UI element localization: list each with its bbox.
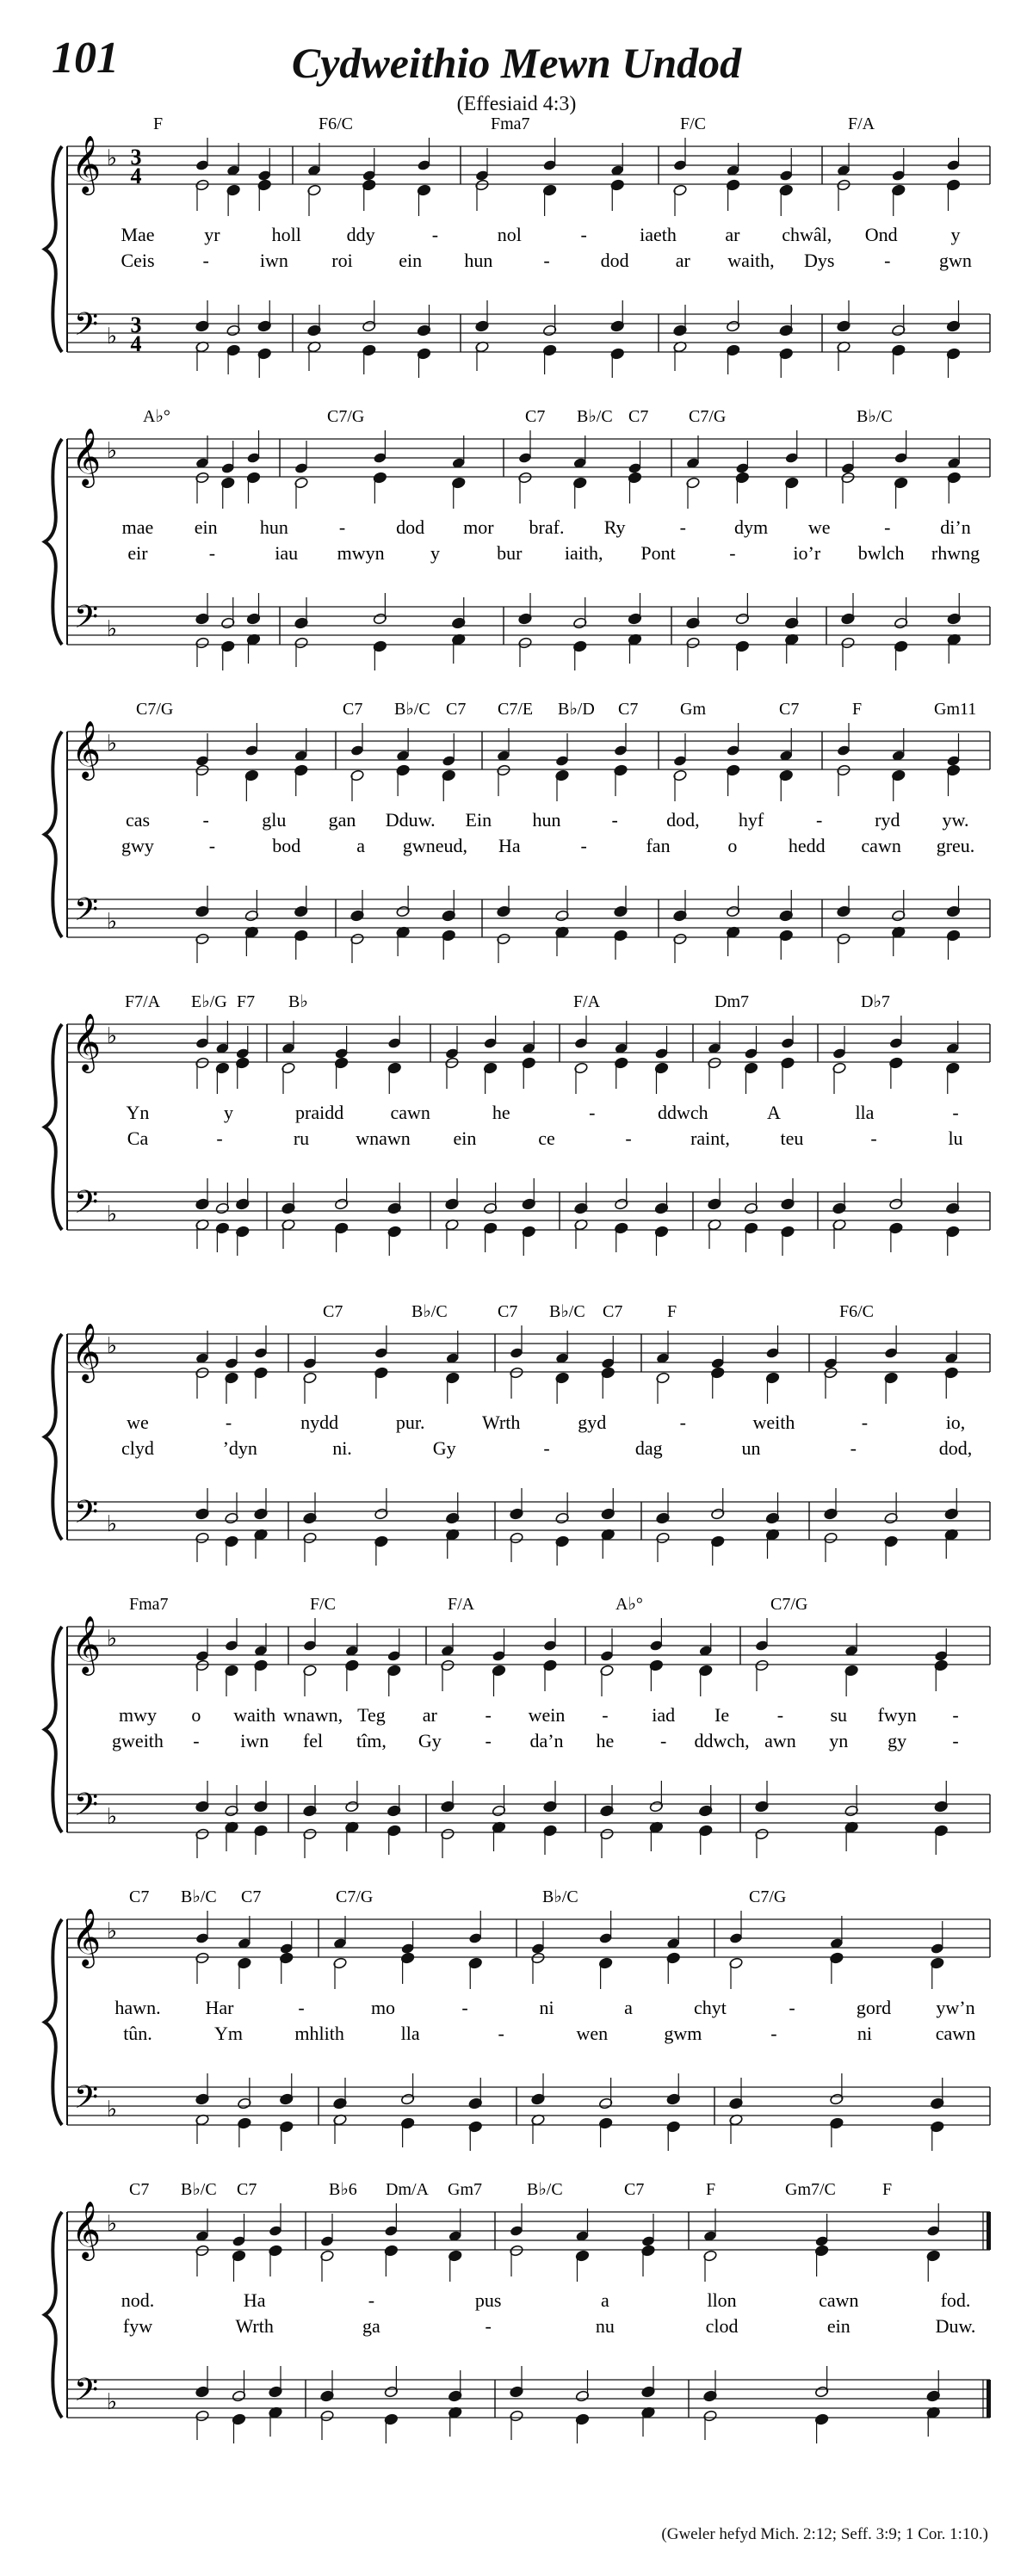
system-1 <box>45 114 990 378</box>
lyric-syllable: o <box>191 1704 201 1726</box>
lyric-syllable: - <box>884 516 891 538</box>
lyric-syllable: cawn <box>935 2023 976 2044</box>
lyric-syllable: wen <box>576 2023 609 2044</box>
lyric-syllable: we <box>807 516 831 538</box>
lyric-syllable: hun <box>464 250 493 271</box>
chord-symbol: Gm11 <box>934 700 977 719</box>
lyric-syllable: mwy <box>119 1704 157 1726</box>
hymn-title: Cydweithio Mewn Undod <box>291 39 742 87</box>
lyric-syllable: eir <box>127 542 148 564</box>
lyric-syllable: Gy <box>432 1437 456 1459</box>
lyric-syllable: iaeth <box>640 224 677 245</box>
treble-clef: 𝄞 <box>71 429 102 485</box>
lyric-syllable: dod <box>396 516 425 538</box>
lyric-syllable: Ie <box>714 1704 730 1726</box>
lyric-syllable: wnawn, <box>283 1704 343 1726</box>
lyric-syllable: dym <box>733 516 769 538</box>
key-signature-flat: ♭ <box>106 1918 118 1943</box>
lyric-syllable: Har <box>205 1997 234 2018</box>
lyric-syllable: weith <box>752 1412 795 1433</box>
final-bar-thick <box>987 2380 991 2418</box>
lyric-syllable: nol <box>497 224 522 245</box>
lyric-syllable: - <box>368 2289 375 2311</box>
system-brace <box>45 1334 62 1540</box>
lyric-syllable: yn <box>829 1730 849 1751</box>
lyric-syllable: - <box>625 1127 632 1149</box>
chord-symbol: F <box>852 700 863 719</box>
chord-symbol: C7/G <box>136 700 174 719</box>
lyric-syllable: fan <box>646 835 671 856</box>
system-brace <box>45 146 62 352</box>
lyric-syllable: lla <box>400 2023 420 2044</box>
lyric-syllable: y <box>224 1102 234 1123</box>
lyric-syllable: hun <box>259 516 288 538</box>
lyric-syllable: mor <box>463 516 494 538</box>
chord-symbol: C7/G <box>327 407 365 426</box>
lyric-syllable: dag <box>634 1437 663 1459</box>
bass-clef: 𝄢 <box>73 1495 99 1537</box>
key-signature-flat: ♭ <box>106 2097 118 2122</box>
lyric-syllable: - <box>776 1704 784 1726</box>
chord-symbol: C7 <box>525 407 546 426</box>
lyric-syllable: - <box>729 542 736 564</box>
lyric-syllable: - <box>485 2315 492 2337</box>
lyric-syllable: chyt <box>694 1997 727 2018</box>
lyric-syllable: ein <box>194 516 218 538</box>
lyric-syllable: waith, <box>727 250 775 271</box>
lyric-syllable: mhlith <box>294 2023 344 2044</box>
chord-symbol: F/A <box>573 992 601 1011</box>
lyric-syllable: mwyn <box>337 542 385 564</box>
lyric-syllable: Wrth <box>482 1412 521 1433</box>
lyric-syllable: fyw <box>122 2315 153 2337</box>
lyric-syllable: - <box>338 516 346 538</box>
lyric-syllable: hedd <box>788 835 826 856</box>
lyric-syllable: ar <box>675 250 690 271</box>
lyric-syllable: su <box>830 1704 848 1726</box>
lyric-syllable: - <box>679 1412 686 1433</box>
lyric-syllable: a <box>600 2289 609 2311</box>
chord-symbol: C7 <box>237 2180 257 2199</box>
lyric-syllable: tîm, <box>356 1730 387 1751</box>
lyric-syllable: - <box>850 1437 857 1459</box>
lyric-syllable: a <box>356 835 365 856</box>
lyric-syllable: nu <box>595 2315 615 2337</box>
lyric-syllable: Ca <box>127 1127 149 1149</box>
lyric-syllable: y <box>950 224 961 245</box>
lyric-syllable: fel <box>302 1730 324 1751</box>
lyric-syllable: - <box>870 1127 877 1149</box>
lyric-syllable: mae <box>121 516 154 538</box>
chord-symbol: B♭/C <box>857 407 893 426</box>
chord-symbol: F/A <box>848 114 875 133</box>
chord-symbol: B♭/C <box>549 1302 585 1321</box>
lyric-syllable: we <box>127 1412 149 1433</box>
chord-symbol: F/C <box>310 1595 337 1614</box>
key-signature-flat: ♭ <box>106 909 118 934</box>
key-signature-flat: ♭ <box>106 438 118 463</box>
chord-symbol: A♭° <box>143 407 170 426</box>
chord-symbol: C7 <box>628 407 649 426</box>
chord-symbol: C7 <box>343 700 363 719</box>
lyric-syllable: - <box>485 1704 492 1726</box>
chord-symbol: C7 <box>498 1302 518 1321</box>
lyric-syllable: iau <box>275 542 299 564</box>
lyric-syllable: - <box>952 1102 959 1123</box>
lyric-syllable: - <box>580 835 587 856</box>
lyric-syllable: yw’n <box>936 1997 975 2018</box>
key-signature-flat: ♭ <box>106 2389 118 2414</box>
key-signature-flat: ♭ <box>106 1511 118 1536</box>
lyric-syllable: - <box>216 1127 223 1149</box>
lyric-syllable: lla <box>855 1102 875 1123</box>
chord-symbol: Gm7/C <box>785 2180 836 2199</box>
lyric-syllable: rhwng <box>931 542 980 564</box>
scripture-reference: (Effesiaid 4:3) <box>456 93 577 115</box>
lyric-syllable: raint, <box>690 1127 730 1149</box>
chord-symbol: F/A <box>448 1595 475 1614</box>
lyric-syllable: io’r <box>793 542 821 564</box>
lyric-syllable: cas <box>125 809 151 831</box>
lyric-syllable: Teg <box>357 1704 386 1726</box>
chord-symbol: F <box>667 1302 677 1321</box>
lyric-syllable: ni <box>857 2023 873 2044</box>
chord-symbol: F <box>706 2180 716 2199</box>
system-6 <box>45 1595 990 1858</box>
system-2 <box>45 407 990 670</box>
time-signature-bottom: 4 <box>130 164 142 188</box>
lyric-syllable: holl <box>271 224 301 245</box>
lyric-syllable: he <box>596 1730 615 1751</box>
key-signature-flat: ♭ <box>106 1626 118 1651</box>
key-signature-flat: ♭ <box>106 1023 118 1048</box>
lyric-syllable: Ha <box>243 2289 266 2311</box>
chord-symbol: Fma7 <box>129 1595 169 1614</box>
chord-symbol: C7 <box>446 700 467 719</box>
lyric-syllable: gwn <box>939 250 972 271</box>
chord-symbol: C7 <box>129 2180 150 2199</box>
chord-symbol: B♭/C <box>411 1302 448 1321</box>
lyric-syllable: iad <box>652 1704 676 1726</box>
final-bar-thick <box>987 2212 991 2250</box>
lyric-syllable: Ym <box>214 2023 244 2044</box>
lyric-syllable: Duw. <box>935 2315 976 2337</box>
system-brace <box>45 1627 62 1832</box>
treble-clef: 𝄞 <box>71 2202 102 2258</box>
treble-clef: 𝄞 <box>71 1616 102 1672</box>
bass-clef: 𝄢 <box>73 2373 99 2415</box>
chord-symbol: B♭/C <box>181 2180 217 2199</box>
lyric-syllable: - <box>589 1102 596 1123</box>
lyric-syllable: - <box>580 224 587 245</box>
lyric-syllable: wein <box>528 1704 566 1726</box>
chord-symbol: C7 <box>618 700 639 719</box>
lyric-syllable: ryd <box>875 809 900 831</box>
chord-symbol: B♭/C <box>577 407 613 426</box>
lyric-syllable: bur <box>497 542 523 564</box>
lyric-syllable: Wrth <box>235 2315 274 2337</box>
lyric-syllable: - <box>952 1730 959 1751</box>
lyric-syllable: - <box>679 516 686 538</box>
bass-clef: 𝄢 <box>73 1788 99 1830</box>
lyric-syllable: - <box>884 250 891 271</box>
lyric-syllable: mo <box>370 1997 396 2018</box>
system-brace <box>45 2212 62 2418</box>
system-brace <box>45 439 62 645</box>
chord-symbol: F/C <box>680 114 707 133</box>
lyric-syllable: ar <box>422 1704 437 1726</box>
lyric-syllable: gord <box>856 1997 892 2018</box>
lyric-syllable: clyd <box>121 1437 154 1459</box>
chord-symbol: C7/G <box>689 407 727 426</box>
lyric-syllable: ce <box>538 1127 555 1149</box>
chord-symbol: B♭/D <box>558 700 595 719</box>
system-7 <box>45 1887 990 2151</box>
bass-clef: 𝄢 <box>73 2080 99 2122</box>
lyric-syllable: Gy <box>418 1730 442 1751</box>
lyric-syllable: - <box>208 835 216 856</box>
lyric-syllable: a <box>624 1997 633 2018</box>
lyric-syllable: waith <box>233 1704 276 1726</box>
chord-symbol: C7 <box>624 2180 645 2199</box>
lyric-syllable: fod. <box>940 2289 971 2311</box>
chord-symbol: C7 <box>129 1887 150 1906</box>
lyric-syllable: ar <box>725 224 740 245</box>
chord-symbol: B♭/C <box>181 1887 217 1906</box>
chord-symbol: E♭/G <box>191 992 227 1011</box>
chord-symbol: Dm7 <box>714 992 749 1011</box>
chord-symbol: B♭/C <box>394 700 430 719</box>
key-signature-flat: ♭ <box>106 616 118 641</box>
lyric-syllable: fwyn <box>877 1704 917 1726</box>
lyric-syllable: Ry <box>603 516 626 538</box>
lyric-syllable: praidd <box>295 1102 344 1123</box>
key-signature-flat: ♭ <box>106 1333 118 1358</box>
system-3 <box>45 700 990 963</box>
chord-symbol: B♭ <box>288 992 308 1011</box>
chord-symbol: Gm <box>680 700 706 719</box>
bass-clef: 𝄢 <box>73 307 99 349</box>
lyric-syllable: gwy <box>121 835 154 856</box>
system-4 <box>45 992 990 1256</box>
bass-clef: 𝄢 <box>73 1185 99 1227</box>
lyric-syllable: - <box>431 224 439 245</box>
chord-symbol: D♭7 <box>861 992 890 1011</box>
chord-symbol: C7 <box>779 700 800 719</box>
lyric-syllable: Ein <box>465 809 492 831</box>
system-8 <box>45 2180 991 2443</box>
lyric-syllable: bod <box>272 835 301 856</box>
lyric-syllable: Ceis <box>121 250 155 271</box>
lyric-syllable: llon <box>707 2289 737 2311</box>
lyric-syllable: - <box>816 809 823 831</box>
lyric-syllable: chwâl, <box>782 224 832 245</box>
lyric-syllable: dod, <box>666 809 700 831</box>
lyric-syllable: Pont <box>640 542 676 564</box>
lyric-syllable: ddwch, <box>694 1730 750 1751</box>
lyric-syllable: braf. <box>529 516 565 538</box>
lyric-syllable: da’n <box>529 1730 564 1751</box>
lyric-syllable: - <box>952 1704 959 1726</box>
chord-symbol: C7/G <box>336 1887 374 1906</box>
key-signature-flat: ♭ <box>106 731 118 756</box>
lyric-syllable: gy <box>888 1730 907 1751</box>
lyric-syllable: dod, <box>938 1437 973 1459</box>
treble-clef: 𝄞 <box>71 1014 102 1070</box>
lyric-syllable: - <box>660 1730 667 1751</box>
lyric-syllable: teu <box>780 1127 804 1149</box>
lyric-syllable: wnawn <box>356 1127 411 1149</box>
lyric-syllable: ddwch <box>658 1102 708 1123</box>
system-brace <box>45 1024 62 1230</box>
treble-clef: 𝄞 <box>71 136 102 192</box>
lyric-syllable: hawn. <box>114 1997 161 2018</box>
lyric-syllable: ein <box>399 250 423 271</box>
bass-clef: 𝄢 <box>73 893 99 935</box>
lyric-syllable: yr <box>204 224 220 245</box>
chord-symbol: Dm/A <box>386 2180 429 2199</box>
lyric-syllable: roi <box>331 250 353 271</box>
key-signature-flat: ♭ <box>106 1202 118 1226</box>
key-signature-flat: ♭ <box>106 2211 118 2236</box>
chord-symbol: F <box>882 2180 893 2199</box>
lyric-syllable: ru <box>293 1127 310 1149</box>
lyric-syllable: A <box>766 1102 781 1123</box>
scripture-footnote: (Gweler hefyd Mich. 2:12; Seff. 3:9; 1 Cor. 1:10.) <box>661 2525 988 2543</box>
lyric-syllable: dod <box>600 250 629 271</box>
lyric-syllable: ein <box>826 2315 851 2337</box>
lyric-syllable: gwneud, <box>402 835 468 856</box>
lyric-syllable: Yn <box>126 1102 150 1123</box>
lyric-syllable: di’n <box>940 516 971 538</box>
lyric-syllable: ein <box>453 1127 477 1149</box>
chord-symbol: B♭/C <box>527 2180 563 2199</box>
lyric-syllable: ni <box>539 1997 554 2018</box>
lyric-syllable: o <box>727 835 738 856</box>
lyric-syllable: - <box>543 1437 550 1459</box>
lyric-syllable: pur. <box>395 1412 425 1433</box>
chord-symbol: F6/C <box>839 1302 875 1321</box>
lyric-syllable: - <box>789 1997 795 2018</box>
system-brace <box>45 1919 62 2125</box>
time-signature-top: 3 <box>130 145 142 170</box>
lyric-syllable: - <box>202 250 209 271</box>
treble-clef: 𝄞 <box>71 721 102 777</box>
lyric-syllable: Dys <box>803 250 835 271</box>
chord-symbol: F6/C <box>319 114 354 133</box>
chord-symbol: C7/G <box>770 1595 808 1614</box>
chord-symbol: C7 <box>323 1302 343 1321</box>
lyric-syllable: - <box>543 250 550 271</box>
lyric-syllable: - <box>208 542 216 564</box>
lyric-syllable: ni. <box>332 1437 352 1459</box>
chord-symbol: C7/E <box>498 700 534 719</box>
lyric-syllable: - <box>861 1412 869 1433</box>
lyric-syllable: - <box>202 809 209 831</box>
time-signature-top: 3 <box>130 312 142 337</box>
lyric-syllable: y <box>430 542 440 564</box>
lyric-syllable: yw. <box>942 809 969 831</box>
chord-symbol: C7/G <box>749 1887 787 1906</box>
lyric-syllable: - <box>611 809 618 831</box>
system-brace <box>45 732 62 937</box>
chord-symbol: C7 <box>603 1302 623 1321</box>
lyric-syllable: nod. <box>121 2289 155 2311</box>
lyric-syllable: ’dyn <box>222 1437 257 1459</box>
lyric-syllable: - <box>225 1412 232 1433</box>
lyric-syllable: tûn. <box>123 2023 152 2044</box>
chord-symbol: Fma7 <box>491 114 530 133</box>
key-signature-flat: ♭ <box>106 145 118 170</box>
lyric-syllable: iwn <box>259 250 288 271</box>
lyric-syllable: - <box>498 2023 504 2044</box>
system-5 <box>45 1302 990 1566</box>
lyric-syllable: - <box>298 1997 305 2018</box>
lyric-syllable: cawn <box>390 1102 430 1123</box>
chord-symbol: C7 <box>241 1887 262 1906</box>
lyric-syllable: gweith <box>112 1730 164 1751</box>
chord-symbol: A♭° <box>615 1595 643 1614</box>
lyric-syllable: io, <box>945 1412 966 1433</box>
lyric-syllable: bwlch <box>857 542 905 564</box>
lyric-syllable: cawn <box>861 835 901 856</box>
lyric-syllable: iaith, <box>564 542 603 564</box>
treble-clef: 𝄞 <box>71 1324 102 1380</box>
lyric-syllable: hyf <box>738 809 764 831</box>
lyric-syllable: clod <box>705 2315 739 2337</box>
lyric-syllable: iwn <box>240 1730 269 1751</box>
chord-symbol: B♭/C <box>542 1887 578 1906</box>
treble-clef: 𝄞 <box>71 1909 102 1965</box>
lyric-syllable: ga <box>362 2315 380 2337</box>
lyric-syllable: - <box>461 1997 468 2018</box>
lyric-syllable: lu <box>948 1127 963 1149</box>
lyric-syllable: Mae <box>121 224 155 245</box>
chord-symbol: F7 <box>237 992 256 1011</box>
key-signature-flat: ♭ <box>106 324 118 349</box>
lyric-syllable: Dduw. <box>385 809 436 831</box>
key-signature-flat: ♭ <box>106 1804 118 1829</box>
lyric-syllable: Ond <box>864 224 898 245</box>
lyric-syllable: nydd <box>300 1412 339 1433</box>
lyric-syllable: - <box>602 1704 609 1726</box>
hymn-number: 101 <box>52 34 119 83</box>
lyric-syllable: ddy <box>346 224 375 245</box>
lyric-syllable: gyd <box>578 1412 607 1433</box>
lyric-syllable: un <box>741 1437 761 1459</box>
chord-symbol: F7/A <box>125 992 161 1011</box>
bass-clef: 𝄢 <box>73 600 99 642</box>
chord-symbol: F <box>153 114 164 133</box>
lyric-syllable: pus <box>474 2289 502 2311</box>
lyric-syllable: - <box>485 1730 492 1751</box>
lyric-syllable: - <box>193 1730 200 1751</box>
lyric-syllable: - <box>770 2023 777 2044</box>
lyric-syllable: he <box>492 1102 510 1123</box>
lyric-syllable: hun <box>532 809 561 831</box>
lyric-syllable: gwm <box>664 2023 702 2044</box>
lyric-syllable: awn <box>764 1730 796 1751</box>
lyric-syllable: gan <box>328 809 356 831</box>
chord-symbol: Gm7 <box>448 2180 482 2199</box>
lyric-syllable: cawn <box>819 2289 859 2311</box>
lyric-syllable: glu <box>262 809 287 831</box>
lyric-syllable: Ha <box>498 835 521 856</box>
chord-symbol: B♭6 <box>329 2180 357 2199</box>
time-signature-bottom: 4 <box>130 331 142 356</box>
lyric-syllable: greu. <box>936 835 975 856</box>
